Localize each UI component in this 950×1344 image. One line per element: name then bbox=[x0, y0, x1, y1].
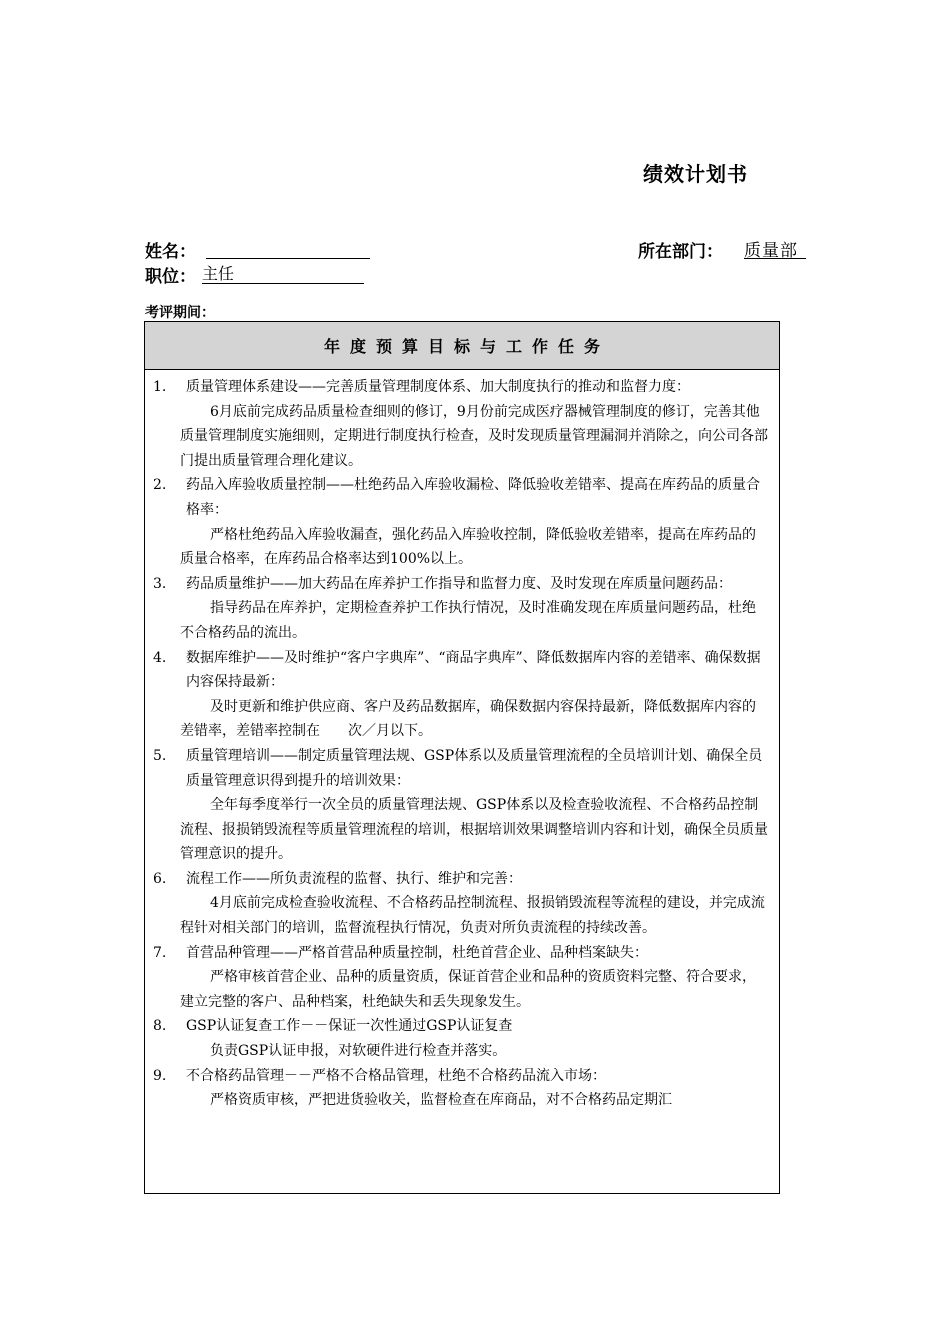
department-field[interactable]: 质量部 bbox=[744, 236, 806, 259]
task-number: 8. bbox=[153, 1018, 167, 1035]
task-title: 首营品种管理——严格首营品种质量控制，杜绝首营企业、品种档案缺失： bbox=[186, 944, 648, 961]
task-title: 质量管理培训——制定质量管理法规、GSP体系以及质量管理流程的全员培训计划、确保全员质量管理意识得到提升的培训效果： bbox=[186, 747, 763, 789]
task-title: GSP认证复查工作－－保证一次性通过GSP认证复查 bbox=[186, 1018, 513, 1035]
task-title: 药品入库验收质量控制——杜绝药品入库验收漏检、降低验收差错率、提高在库药品的质量合格率： bbox=[186, 477, 760, 518]
task-number: 6. bbox=[153, 870, 167, 887]
task-number: 2. bbox=[153, 477, 167, 494]
position-field[interactable]: 主任 bbox=[202, 261, 364, 284]
task-item bbox=[153, 1064, 769, 1113]
task-title: 质量管理体系建设——完善质量管理制度体系、加大制度执行的推动和监督力度： bbox=[186, 379, 690, 395]
task-item bbox=[153, 1014, 769, 1063]
task-title: 流程工作——所负责流程的监督、执行、维护和完善： bbox=[186, 870, 522, 887]
task-detail: 6月底前完成药品质量检查细则的修订，9月份前完成医疗器械管理制度的修订，完善其他质量管理制度实施细则，定期进行制度执行检查，及时发现质量管理漏洞并消除之，向公司各部门提出质量管理合理化建议。 bbox=[180, 403, 768, 469]
task-detail: 全年每季度举行一次全员的质量管理法规、GSP体系以及检查验收流程、不合格药品控制流程、报损销毁流程等质量管理流程的培训，根据培训效果调整培训内容和计划，确保全员质量管理意识的提升。 bbox=[180, 797, 768, 863]
task-detail: 严格资质审核，严把进货验收关，监督检查在库商品，对不合格药品定期汇 bbox=[210, 1092, 672, 1109]
name-field[interactable] bbox=[206, 236, 370, 259]
task-title: 不合格药品管理－－严格不合格品管理，杜绝不合格药品流入市场： bbox=[186, 1067, 606, 1084]
name-label: 姓名： bbox=[145, 242, 196, 262]
task-title: 药品质量维护——加大药品在库养护工作指导和监督力度、及时发现在库质量问题药品： bbox=[186, 575, 732, 592]
task-number: 4. bbox=[153, 649, 167, 666]
task-title: 数据库维护——及时维护“客户字典库”、“商品字典库”、降低数据库内容的差错率、确保数据内容保持最新： bbox=[186, 649, 761, 691]
task-number: 1. bbox=[153, 379, 167, 395]
task-detail: 4月底前完成检查验收流程、不合格药品控制流程、报损销毁流程等流程的建设，并完成流程针对相关部门的培训，监督流程执行情况，负责对所负责流程的持续改善。 bbox=[180, 895, 765, 937]
department-label: 所在部门： bbox=[638, 242, 723, 262]
task-number: 5. bbox=[153, 747, 167, 764]
task-number: 9. bbox=[153, 1067, 167, 1084]
evaluation-period-label: 考评期间： bbox=[145, 305, 215, 321]
task-item bbox=[153, 646, 769, 744]
task-item bbox=[153, 572, 769, 646]
task-detail: 及时更新和维护供应商、客户及药品数据库，确保数据内容保持最新，降低数据库内容的差错率，差错率控制在 次／月以下。 bbox=[180, 698, 756, 740]
goals-table-header: 年度预算目标与工作任务 bbox=[145, 322, 779, 370]
task-number: 3. bbox=[153, 575, 167, 592]
task-list bbox=[145, 370, 779, 1113]
task-number: 7. bbox=[153, 944, 167, 961]
task-item bbox=[153, 744, 769, 867]
task-item bbox=[153, 375, 769, 473]
task-detail: 指导药品在库养护，定期检查养护工作执行情况，及时准确发现在库质量问题药品，杜绝不合格药品的流出。 bbox=[180, 600, 756, 641]
task-detail: 严格审核首营企业、品种的质量资质，保证首营企业和品种的资质资料完整、符合要求，建立完整的客户、品种档案，杜绝缺失和丢失现象发生。 bbox=[180, 969, 756, 1010]
goals-table bbox=[144, 321, 780, 1194]
task-item bbox=[153, 941, 769, 1015]
task-item bbox=[153, 867, 769, 941]
position-label: 职位： bbox=[145, 267, 196, 287]
task-item bbox=[153, 473, 769, 571]
task-detail: 严格杜绝药品入库验收漏查，强化药品入库验收控制，降低验收差错率，提高在库药品的质量合格率，在库药品合格率达到100%以上。 bbox=[180, 526, 756, 568]
task-detail: 负责GSP认证申报，对软硬件进行检查并落实。 bbox=[210, 1043, 507, 1060]
document-title: 绩效计划书 bbox=[643, 162, 748, 186]
